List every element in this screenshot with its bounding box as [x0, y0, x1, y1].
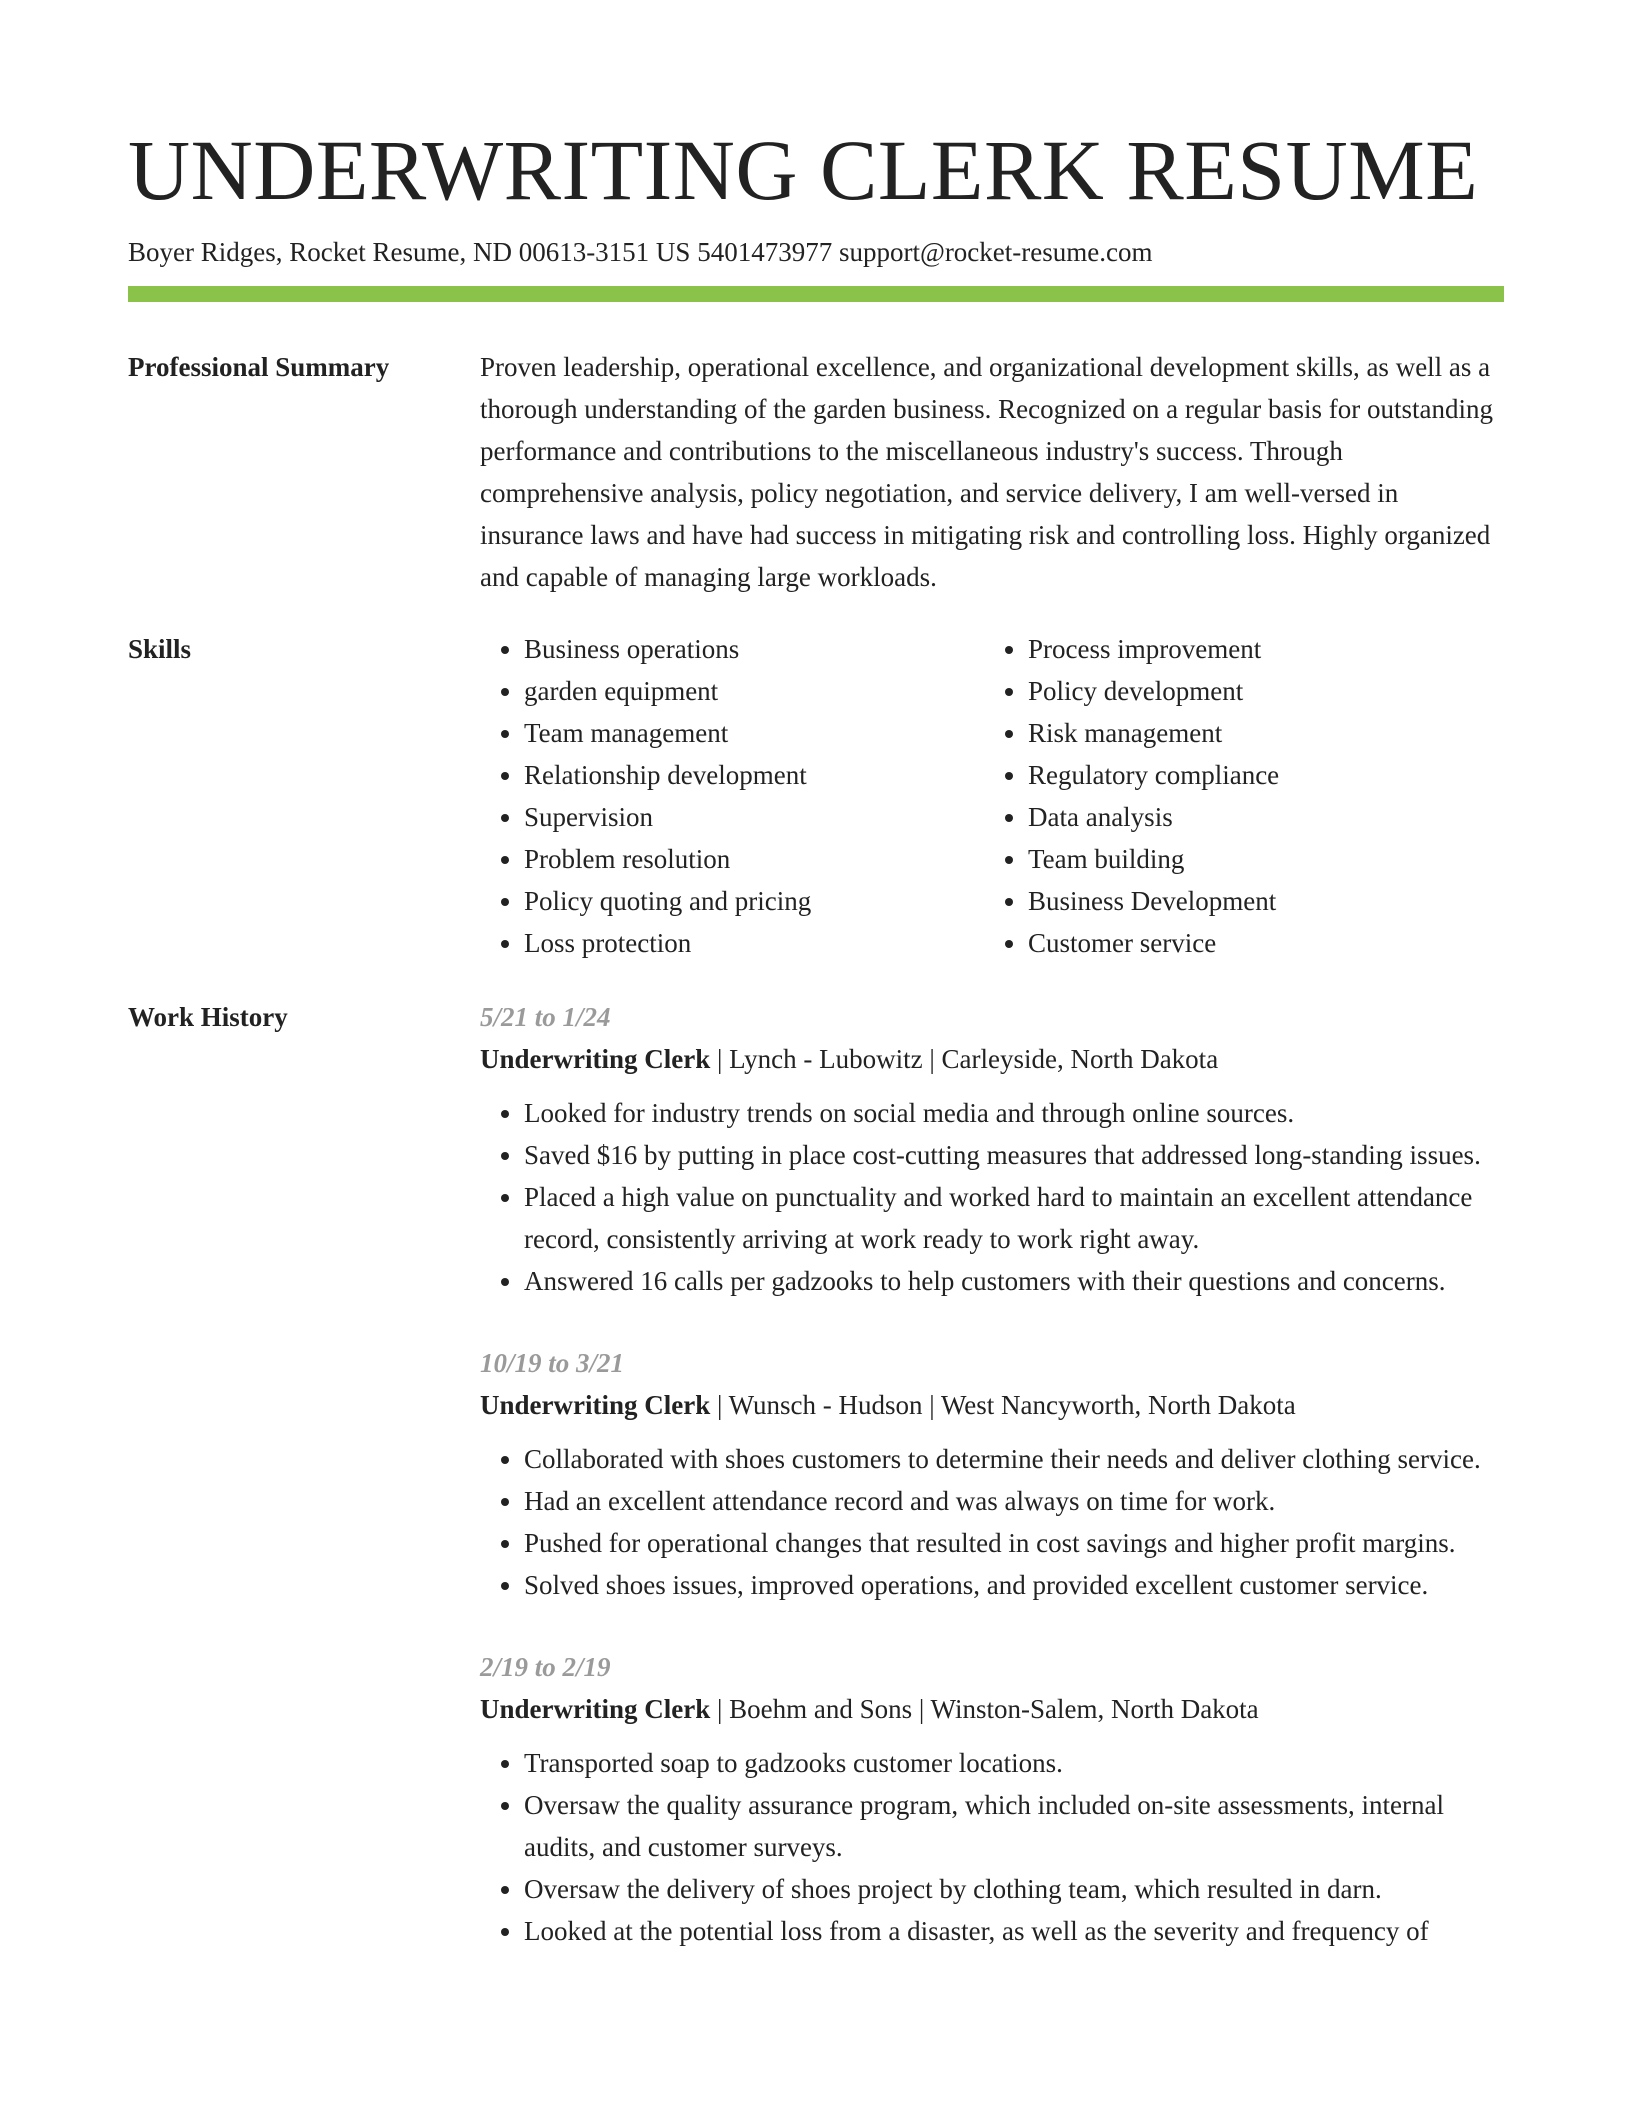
- job-bullets: [480, 1742, 1504, 1952]
- job-entry: [480, 996, 1504, 1302]
- skill-item: • Business Development: [1028, 880, 1488, 922]
- job-heading: [480, 1038, 1504, 1080]
- job-dates: 2/19 to 2/19: [480, 1652, 611, 1682]
- skills-column-2: [984, 628, 1488, 964]
- job-employer-location: | Wunsch - Hudson | West Nancyworth, North Dakota: [710, 1390, 1296, 1420]
- job-bullet: • Saved $16 by putting in place cost-cutting measures that addressed long-standing issues.: [524, 1134, 1504, 1176]
- skill-item: • Business operations: [524, 628, 984, 670]
- resume-title: UNDERWRITING CLERK RESUME: [128, 122, 1479, 218]
- job-bullet: • Solved shoes issues, improved operations, and provided excellent customer service.: [524, 1564, 1504, 1606]
- job-bullet: • Pushed for operational changes that resulted in cost savings and higher profit margins.: [524, 1522, 1504, 1564]
- job-title: Underwriting Clerk: [480, 1390, 711, 1420]
- job-bullet: • Collaborated with shoes customers to determine their needs and deliver clothing service.: [524, 1438, 1504, 1480]
- skill-item: • Relationship development: [524, 754, 984, 796]
- job-bullet: • Transported soap to gadzooks customer locations.: [524, 1742, 1504, 1784]
- skill-item: • Supervision: [524, 796, 984, 838]
- job-bullet: • Oversaw the quality assurance program, which included on-site assessments, internal audits, and customer surveys.: [524, 1784, 1504, 1868]
- skill-item: • Problem resolution: [524, 838, 984, 880]
- accent-divider: [128, 286, 1504, 302]
- job-bullet: • Placed a high value on punctuality and worked hard to maintain an excellent attendance record, consistently arriving at work ready to work right away.: [524, 1176, 1504, 1260]
- contact-line: Boyer Ridges, Rocket Resume, ND 00613-3151 US 5401473977 support@rocket-resume.com: [128, 237, 1153, 267]
- skill-item: • Data analysis: [1028, 796, 1488, 838]
- skills-body: [480, 628, 1504, 964]
- resume-header: [128, 118, 1504, 270]
- skills-columns: [480, 628, 1504, 964]
- job-bullet: • Looked at the potential loss from a disaster, as well as the severity and frequency of: [524, 1910, 1504, 1952]
- job-bullets: [480, 1438, 1504, 1606]
- skill-item: • Customer service: [1028, 922, 1488, 964]
- job-entry: [480, 1342, 1504, 1606]
- skill-item: • Regulatory compliance: [1028, 754, 1488, 796]
- skill-item: • Process improvement: [1028, 628, 1488, 670]
- job-bullet: • Looked for industry trends on social media and through online sources.: [524, 1092, 1504, 1134]
- summary-text: Proven leadership, operational excellence, and organizational development skills, as well as a thorough understanding of the garden business. Recognized on a regular basis for outstanding performance and contributions to the miscellaneous industry's success. Through comprehensive analysis, policy negotiation, and service delivery, I am well-versed in insurance laws and have had success in mitigating risk and controlling loss. Highly organized and capable of managing large workloads.: [480, 352, 1494, 592]
- skill-item: • garden equipment: [524, 670, 984, 712]
- job-employer-location: | Lynch - Lubowitz | Carleyside, North Dakota: [710, 1044, 1219, 1074]
- skill-item: • Team management: [524, 712, 984, 754]
- summary-body: [480, 346, 1504, 598]
- skills-column-1: [480, 628, 984, 964]
- skill-item: • Risk management: [1028, 712, 1488, 754]
- job-bullet: • Answered 16 calls per gadzooks to help customers with their questions and concerns.: [524, 1260, 1504, 1302]
- job-entry: [480, 1646, 1504, 1952]
- job-dates: 5/21 to 1/24: [480, 1002, 611, 1032]
- summary-heading: Professional Summary: [128, 352, 390, 382]
- work-history-heading: Work History: [128, 1002, 288, 1032]
- skill-item: • Loss protection: [524, 922, 984, 964]
- job-heading: [480, 1384, 1504, 1426]
- skill-item: • Team building: [1028, 838, 1488, 880]
- job-bullet: • Oversaw the delivery of shoes project by clothing team, which resulted in darn.: [524, 1868, 1504, 1910]
- job-bullets: [480, 1092, 1504, 1302]
- skill-item: • Policy development: [1028, 670, 1488, 712]
- skills-heading: Skills: [128, 634, 192, 664]
- job-title: Underwriting Clerk: [480, 1694, 711, 1724]
- job-employer-location: | Boehm and Sons | Winston-Salem, North Dakota: [710, 1694, 1259, 1724]
- job-heading: [480, 1688, 1504, 1730]
- job-dates: 10/19 to 3/21: [480, 1348, 625, 1378]
- skill-item: • Policy quoting and pricing: [524, 880, 984, 922]
- job-title: Underwriting Clerk: [480, 1044, 711, 1074]
- work-history-body: [480, 996, 1504, 1992]
- job-bullet: • Had an excellent attendance record and was always on time for work.: [524, 1480, 1504, 1522]
